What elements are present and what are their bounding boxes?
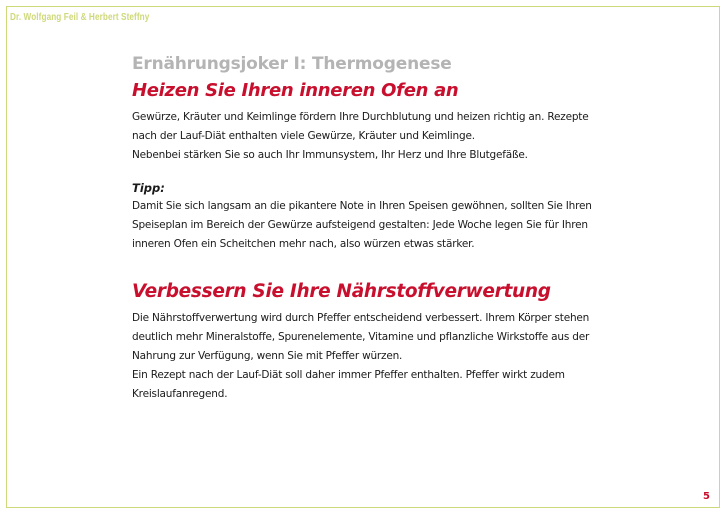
section-2-body [132,309,602,404]
body-line: Kreislaufanregend. [132,388,228,400]
body-line: Ein Rezept nach der Lauf-Diät soll daher immer Pfeffer enthalten. Pfeffer wirkt zudem [132,369,565,381]
section-2-heading: Verbessern Sie Ihre Nährstoffverwertung [132,281,551,302]
body-line: Nahrung zur Verfügung, wenn Sie mit Pfeffer würzen. [132,350,403,362]
section-1-heading: Heizen Sie Ihren inneren Ofen an [132,80,459,101]
body-line: Nebenbei stärken Sie so auch Ihr Immunsystem, Ihr Herz und Ihre Blutgefäße. [132,149,528,161]
body-line: inneren Ofen ein Scheitchen mehr nach, also würzen etwas stärker. [132,238,475,250]
body-line: Damit Sie sich langsam an die pikantere Note in Ihren Speisen gewöhnen, sollten Sie Ihren [132,200,592,212]
body-line: nach der Lauf-Diät enthalten viele Gewürze, Kräuter und Keimlinge. [132,130,475,142]
tip-body [132,197,602,254]
body-line: Die Nährstoffverwertung wird durch Pfeffer entscheidend verbessert. Ihrem Körper stehen [132,312,590,324]
tip-label: Tipp: [132,181,165,195]
running-head: Dr. Wolfgang Feil & Herbert Steffny [10,12,150,23]
page-number: 5 [703,491,710,502]
section-1-body [132,108,602,165]
body-line: Speiseplan im Bereich der Gewürze aufsteigend gestalten: Jede Woche legen Sie für Ihren [132,219,588,231]
page-content [132,52,602,404]
body-line: deutlich mehr Mineralstoffe, Spurenelemente, Vitamine und pflanzliche Wirkstoffe aus der [132,331,590,343]
body-line: Gewürze, Kräuter und Keimlinge fördern Ihre Durchblutung und heizen richtig an. Rezepte [132,111,589,123]
chapter-kicker: Ernährungsjoker I: Thermogenese [132,54,452,74]
